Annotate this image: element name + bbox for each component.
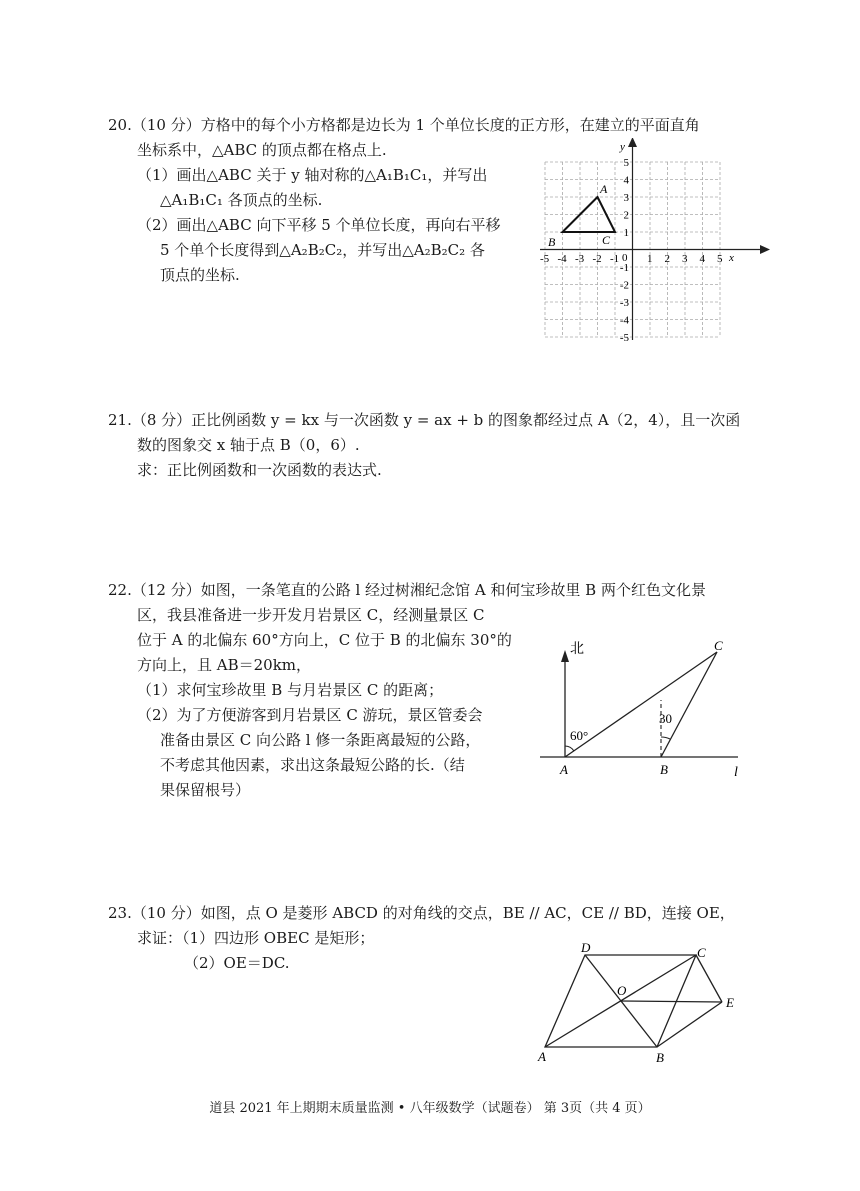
y-tick: 3: [623, 192, 629, 204]
q23-figure: [530, 932, 745, 1067]
q23-line-2: 求证：（1）四边形 OBEC 是矩形；: [137, 929, 375, 947]
q21-line-2: 数的图象交 x 轴于点 B（0，6）.: [137, 436, 360, 454]
angle-arc-b: [661, 737, 670, 739]
x-axis-label: x: [729, 252, 734, 264]
x-tick: 3: [682, 253, 688, 265]
north-arrow-head: [561, 650, 569, 662]
label-a: A: [538, 1049, 546, 1064]
y-tick: 1: [623, 227, 629, 239]
label-c: C: [714, 638, 723, 653]
y-tick: 2: [623, 209, 629, 222]
q22-part2-line-3: 不考虑其他因素，求出这条最短公路的长.（结: [160, 756, 465, 774]
x-tick: -3: [575, 253, 585, 265]
rhombus-figure-lines: [545, 955, 722, 1047]
q22-line-2: 区，我县准备进一步开发月岩景区 C，经测量景区 C: [137, 606, 485, 624]
label-b: B: [656, 1050, 664, 1065]
x-tick: -5: [540, 253, 550, 265]
q22-part2-line-4: 果保留根号）: [160, 781, 251, 799]
label-b: B: [660, 762, 668, 777]
x-tick: 1: [647, 253, 653, 265]
q22-line-1: 22.（12 分）如图，一条笔直的公路 l 经过树湘纪念馆 A 和何宝珍故里 B 两个红色文化景: [108, 581, 706, 599]
q20-part1-line-2: △A₁B₁C₁ 各顶点的坐标.: [160, 191, 323, 209]
x-tick: 2: [664, 253, 670, 265]
q22-line-4: 方向上，且 AB＝20km，: [137, 656, 312, 674]
y-axis-label: y: [620, 141, 625, 153]
label-b: B: [548, 235, 556, 249]
axes: [540, 143, 762, 340]
q20-part2-line-2: 5 个单个长度得到△A₂B₂C₂，并写出△A₂B₂C₂ 各: [160, 241, 485, 259]
y-tick: -1: [619, 262, 629, 274]
label-a: A: [600, 182, 608, 196]
x-tick: -4: [557, 253, 567, 265]
x-tick: -1: [610, 253, 620, 265]
label-l: l: [734, 765, 738, 780]
x-axis-arrow: [760, 245, 770, 254]
q20-part1-line-1: （1）画出△ABC 关于 y 轴对称的△A₁B₁C₁，并写出: [137, 166, 488, 184]
x-tick-labels: [540, 253, 723, 265]
angle-30-label: 30: [659, 711, 672, 726]
angle-60-label: 60°: [570, 728, 589, 743]
q22-part1: （1）求何宝珍故里 B 与月岩景区 C 的距离；: [137, 681, 444, 699]
label-e: E: [726, 995, 734, 1010]
page-footer: 道县 2021 年上期期末质量监测 • 八年级数学（试题卷） 第 3页（共 4 页）: [209, 1101, 651, 1116]
label-c: C: [697, 945, 706, 960]
q22-part2-line-2: 准备由景区 C 向公路 l 修一条距离最短的公路，: [160, 731, 481, 749]
label-c: C: [602, 233, 611, 247]
x-tick: -2: [592, 253, 602, 265]
angle-arc-a: [565, 746, 574, 751]
label-a: A: [560, 762, 568, 777]
segment-oe: [620, 1001, 722, 1002]
q22-figure: [535, 632, 760, 782]
q23-line-3: （2）OE＝DC.: [184, 954, 290, 972]
north-label: 北: [570, 642, 584, 657]
segment-ce: [696, 955, 722, 1002]
q22-part2-line-1: （2）为了方便游客到月岩景区 C 游玩，景区管委会: [137, 706, 483, 724]
y-axis-arrow: [628, 138, 637, 147]
y-tick: 5: [623, 157, 629, 169]
q20-part2-line-1: （2）画出△ABC 向下平移 5 个单位长度，再向右平移: [137, 216, 501, 234]
q21-line-3: 求：正比例函数和一次函数的表达式.: [137, 461, 382, 479]
origin-label: 0: [622, 252, 628, 264]
q20-coordinate-grid: [535, 138, 775, 343]
q20-line-1: 20.（10 分）方格中的每个小方格都是边长为 1 个单位长度的正方形，在建立的平面直角: [108, 116, 700, 134]
y-tick: -3: [619, 297, 629, 309]
x-tick: 4: [699, 253, 705, 265]
q23-line-1: 23.（10 分）如图，点 O 是菱形 ABCD 的对角线的交点，BE // AC，CE // BD，连接 OE，: [108, 904, 735, 922]
y-tick: -4: [619, 314, 629, 327]
label-o: O: [617, 983, 627, 998]
y-tick: -2: [619, 279, 629, 292]
x-tick: 5: [717, 253, 723, 265]
segment-bc: [661, 652, 717, 757]
q20-line-2: 坐标系中，△ABC 的顶点都在格点上.: [137, 141, 387, 159]
y-tick: 4: [623, 174, 629, 187]
q22-line-3: 位于 A 的北偏东 60°方向上，C 位于 B 的北偏东 30°的: [137, 631, 512, 649]
label-d: D: [581, 940, 591, 955]
y-tick: -5: [619, 332, 629, 343]
q20-part2-line-3: 顶点的坐标.: [160, 266, 240, 284]
q21-line-1: 21.（8 分）正比例函数 y = kx 与一次函数 y = ax + b 的图象都经过点 A（2，4），且一次函: [108, 411, 741, 429]
